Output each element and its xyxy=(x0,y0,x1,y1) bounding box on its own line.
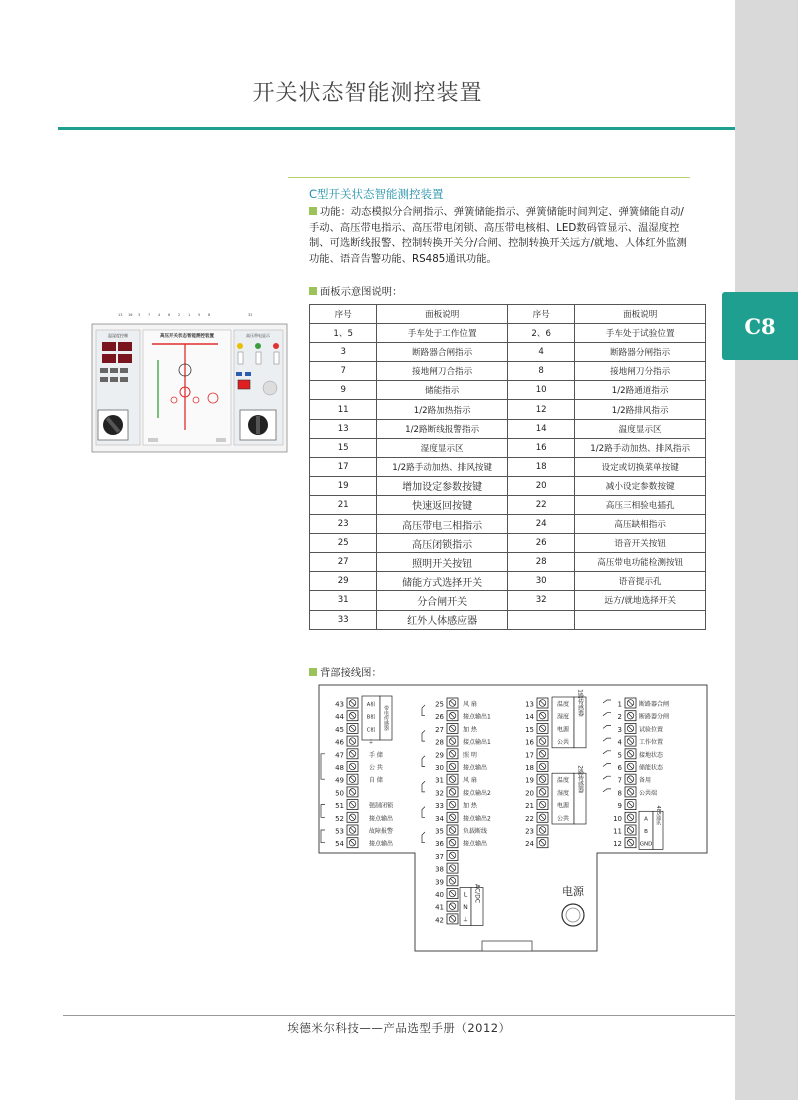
table-cell: 快速返回按键 xyxy=(377,495,508,514)
sensor-channel-label: 湿度 xyxy=(556,713,570,721)
power-socket-icon xyxy=(562,904,584,926)
terminal-number: 52 xyxy=(335,814,344,823)
svg-text:13: 13 xyxy=(118,313,123,317)
table-cell: 10 xyxy=(507,381,574,400)
table-row xyxy=(310,591,706,610)
table-cell: 1/2路通道指示 xyxy=(575,381,706,400)
phase-b-led xyxy=(255,343,261,349)
key-1 xyxy=(100,368,108,373)
phase-b-socket xyxy=(256,352,261,364)
power-terminal-label: N xyxy=(463,904,468,912)
footer-text: 埃德米尔科技——产品选型手册（2012） xyxy=(287,1021,511,1035)
terminal-number: 1 xyxy=(617,700,622,709)
terminal-number: 25 xyxy=(435,700,444,709)
table-cell: 温度显示区 xyxy=(575,419,706,438)
terminal-number: 17 xyxy=(525,751,534,760)
table-row xyxy=(310,381,706,400)
power-terminal-label: L xyxy=(463,891,468,899)
terminal-number: 45 xyxy=(335,725,344,734)
terminal-number: 46 xyxy=(335,738,344,747)
power-type-label: AC/DC xyxy=(473,883,481,904)
table-cell: 29 xyxy=(310,572,377,591)
table-row xyxy=(310,438,706,457)
bullet-square-icon xyxy=(309,287,317,295)
table-cell: 13 xyxy=(310,419,377,438)
product-subtitle: C型开关状态智能测控装置 xyxy=(309,187,444,201)
svg-text:5: 5 xyxy=(198,313,201,317)
col2-signal-label: 接点输出 xyxy=(463,840,488,848)
table-cell: 储能方式选择开关 xyxy=(377,572,508,591)
terminal-number: 28 xyxy=(435,738,444,747)
table-cell: 高压带电三相指示 xyxy=(377,515,508,534)
col4-signal-label: 试验位置 xyxy=(639,726,664,734)
table-row xyxy=(310,400,706,419)
col4-signal-label: 断路器分闸 xyxy=(639,713,670,721)
terminal-number: 35 xyxy=(435,827,444,836)
sensor-channel-vertical-label: 2路传感器 xyxy=(576,765,584,794)
table-cell: 接地闸刀分指示 xyxy=(575,362,706,381)
table-cell: 12 xyxy=(507,400,574,419)
col1-signal-label: 故障报警 xyxy=(369,828,394,835)
sensor-channel-label: 公共 xyxy=(556,739,570,747)
table-row xyxy=(310,610,706,629)
terminal-number: 33 xyxy=(435,802,444,811)
table-row xyxy=(310,324,706,343)
right-section-title: 高压带电显示 xyxy=(246,333,270,338)
voice-button xyxy=(236,372,242,376)
terminal-number: 37 xyxy=(435,852,444,861)
table-cell: 4 xyxy=(507,343,574,362)
panel-diagram-label xyxy=(309,283,402,298)
svg-text:2: 2 xyxy=(178,313,181,317)
sensor-channel-label: 电源 xyxy=(556,802,570,810)
table-cell: 28 xyxy=(507,553,574,572)
table-cell: 分合闸开关 xyxy=(377,591,508,610)
col1-signal-label: 接点输出 xyxy=(369,815,394,823)
terminal-number: 26 xyxy=(435,713,444,722)
panel-description-table xyxy=(309,304,706,630)
sensor-channel-label: 公共 xyxy=(556,815,570,823)
terminal-number: 4 xyxy=(617,738,622,747)
terminal-number: 18 xyxy=(525,764,534,772)
table-cell: 20 xyxy=(507,476,574,495)
table-cell: 语音开关按钮 xyxy=(575,534,706,553)
col1-signal-label: 接点输出 xyxy=(369,840,394,848)
terminal-number: 50 xyxy=(335,789,344,798)
table-cell: 15 xyxy=(310,438,377,457)
svg-text:8: 8 xyxy=(208,313,211,317)
terminal-number: 5 xyxy=(617,751,622,760)
table-cell: 30 xyxy=(507,572,574,591)
table-cell: 断路器合闸指示 xyxy=(377,343,508,362)
humidity-display-2 xyxy=(118,354,132,363)
terminal-number: 13 xyxy=(525,700,534,709)
terminal-number: 27 xyxy=(435,725,444,734)
phase-a-led xyxy=(237,343,243,349)
terminal-number: 38 xyxy=(435,865,444,874)
terminal-number: 6 xyxy=(617,764,622,772)
terminal-number: 21 xyxy=(525,802,534,811)
terminal-number: 22 xyxy=(525,814,534,823)
col2-signal-label: 加 热 xyxy=(463,726,477,734)
table-cell: 18 xyxy=(507,457,574,476)
bullet-square-icon xyxy=(309,207,317,215)
table-cell: 25 xyxy=(310,534,377,553)
terminal-number: 30 xyxy=(435,764,444,772)
table-row xyxy=(310,476,706,495)
speaker-grille-icon xyxy=(263,381,277,395)
terminal-number: 23 xyxy=(525,827,534,836)
svg-text:32: 32 xyxy=(248,313,253,317)
table-header-cell: 序号 xyxy=(310,305,377,324)
table-cell: 21 xyxy=(310,495,377,514)
table-cell: 1/2路手动加热、排风指示 xyxy=(575,438,706,457)
table-cell: 22 xyxy=(507,495,574,514)
table-cell: 湿度显示区 xyxy=(377,438,508,457)
terminal-number: 3 xyxy=(617,725,622,734)
col2-signal-label: 加 热 xyxy=(463,802,477,810)
table-cell: 27 xyxy=(310,553,377,572)
temperature-display xyxy=(102,342,116,351)
col2-signal-label: 接点输出2 xyxy=(463,789,491,797)
front-panel-drawing xyxy=(88,310,291,460)
table-cell: 高压带电功能检测按钮 xyxy=(575,553,706,572)
table-cell: 19 xyxy=(310,476,377,495)
table-cell: 9 xyxy=(310,381,377,400)
table-header-cell: 面板说明 xyxy=(377,305,508,324)
side-band xyxy=(735,0,798,1100)
terminal-number: 7 xyxy=(617,776,622,785)
sensor-phase-label: C相 xyxy=(366,727,376,734)
footer-rule xyxy=(63,1015,735,1016)
sensor-phase-label: B相 xyxy=(366,714,376,721)
table-cell: 7 xyxy=(310,362,377,381)
rs485-terminal-label: A xyxy=(644,816,648,823)
table-cell: 2、6 xyxy=(507,324,574,343)
power-label: 电源 xyxy=(562,885,584,898)
wiring-label-text: 背部接线图： xyxy=(320,667,382,679)
test-button xyxy=(238,380,250,389)
table-cell: 高压闭锁指示 xyxy=(377,534,508,553)
right-switch-handle xyxy=(256,416,260,434)
table-row xyxy=(310,362,706,381)
key-2 xyxy=(110,368,118,373)
title-rule xyxy=(58,127,735,130)
col2-signal-label: 负载断线 xyxy=(463,828,488,835)
table-cell: 1、5 xyxy=(310,324,377,343)
rs485-terminal-label: B xyxy=(644,829,648,835)
sensor-channel-label: 电源 xyxy=(556,726,570,734)
ground-icon: ⏚ xyxy=(367,739,375,747)
table-cell: 1/2路手动加热、排风按键 xyxy=(377,457,508,476)
panel-foot-right xyxy=(216,438,226,442)
key-4 xyxy=(100,377,108,382)
key-6 xyxy=(120,377,128,382)
phase-a-socket xyxy=(238,352,243,364)
col4-signal-label: 公共端 xyxy=(639,789,658,797)
table-cell: 高压缺相指示 xyxy=(575,515,706,534)
col4-signal-label: 接地状态 xyxy=(639,751,664,759)
terminal-number: 39 xyxy=(435,878,444,887)
terminal-number: 51 xyxy=(335,802,344,811)
power-terminal-label: ⏚ xyxy=(462,916,469,924)
table-header-row xyxy=(310,305,706,324)
sensor-vertical-label: 带电传感器 xyxy=(383,705,389,731)
table-row xyxy=(310,495,706,514)
light-button xyxy=(245,372,251,376)
function-description xyxy=(309,205,694,267)
table-cell: 11 xyxy=(310,400,377,419)
wiring-diagram-label xyxy=(309,664,382,679)
terminal-number: 19 xyxy=(525,776,534,785)
col2-signal-label: 接点输出1 xyxy=(463,713,491,721)
col1-signal-label: 公 共 xyxy=(369,764,383,772)
table-cell: 8 xyxy=(507,362,574,381)
table-cell: 储能指示 xyxy=(377,381,508,400)
table-cell: 23 xyxy=(310,515,377,534)
terminal-number: 8 xyxy=(617,789,622,798)
col4-signal-label: 断路器合闸 xyxy=(639,701,670,708)
terminal-number: 31 xyxy=(435,776,444,785)
table-cell: 接地闸刀合指示 xyxy=(377,362,508,381)
temperature-display-2 xyxy=(102,354,116,363)
col1-signal-label: 强制闭锁 xyxy=(369,802,394,810)
table-cell: 增加设定参数按键 xyxy=(377,476,508,495)
terminal-number: 43 xyxy=(335,700,344,709)
table-cell: 手车处于工作位置 xyxy=(377,324,508,343)
table-cell: 14 xyxy=(507,419,574,438)
terminal-number: 49 xyxy=(335,776,344,785)
table-row xyxy=(310,419,706,438)
phase-c-led xyxy=(273,343,279,349)
col2-signal-label: 风 扇 xyxy=(463,777,477,785)
rear-wiring-diagram xyxy=(317,683,709,953)
terminal-number: 32 xyxy=(435,789,444,798)
svg-text:6: 6 xyxy=(168,313,171,317)
table-cell: 减小设定参数按键 xyxy=(575,476,706,495)
table-cell: 26 xyxy=(507,534,574,553)
sensor-channel-label: 温度 xyxy=(556,701,570,708)
table-cell: 17 xyxy=(310,457,377,476)
terminal-number: 36 xyxy=(435,840,444,849)
table-row xyxy=(310,457,706,476)
terminal-number: 9 xyxy=(617,802,622,811)
svg-text:16: 16 xyxy=(128,313,133,317)
table-row xyxy=(310,572,706,591)
table-cell: 手车处于试验位置 xyxy=(575,324,706,343)
terminal-number: 47 xyxy=(335,751,344,760)
table-cell: 32 xyxy=(507,591,574,610)
table-row xyxy=(310,534,706,553)
table-cell xyxy=(507,610,574,629)
col4-signal-label: 备用 xyxy=(639,777,652,785)
col4-signal-label: 储能状态 xyxy=(639,764,664,772)
left-section-title: 温湿度控制 xyxy=(108,333,128,338)
page-title: 开关状态智能测控装置 xyxy=(252,81,483,106)
table-cell: 照明开关按钮 xyxy=(377,553,508,572)
panel-foot-left xyxy=(148,438,158,442)
callout-numbers xyxy=(118,313,252,317)
col4-signal-label: 工作位置 xyxy=(639,739,664,747)
chapter-tab: C8 xyxy=(722,292,798,360)
section-rule xyxy=(288,177,690,178)
terminal-number: 53 xyxy=(335,827,344,836)
table-cell: 33 xyxy=(310,610,377,629)
terminal-number: 54 xyxy=(335,840,344,849)
table-cell: 1/2路排风指示 xyxy=(575,400,706,419)
terminal-number: 14 xyxy=(525,713,534,722)
table-header-cell: 序号 xyxy=(507,305,574,324)
col2-signal-label: 照 明 xyxy=(463,751,477,759)
table-cell: 24 xyxy=(507,515,574,534)
col2-signal-label: 风 扇 xyxy=(463,701,477,708)
table-cell: 语音提示孔 xyxy=(575,572,706,591)
terminal-number: 44 xyxy=(335,713,344,722)
table-cell: 远方/就地选择开关 xyxy=(575,591,706,610)
table-cell: 16 xyxy=(507,438,574,457)
sensor-channel-label: 温度 xyxy=(556,777,570,785)
table-row xyxy=(310,515,706,534)
terminal-number: 16 xyxy=(525,738,534,747)
phase-c-socket xyxy=(274,352,279,364)
table-cell: 高压三相验电插孔 xyxy=(575,495,706,514)
terminal-number: 48 xyxy=(335,764,344,772)
svg-text:4: 4 xyxy=(158,313,161,317)
rs485-terminal-label: GND xyxy=(639,841,653,848)
sensor-phase-label: A相 xyxy=(366,702,376,708)
col2-signal-label: 接点输出2 xyxy=(463,815,491,823)
terminal-number: 41 xyxy=(435,903,444,912)
function-text: 功能：动态模拟分合闸指示、弹簧储能指示、弹簧储能时间判定、弹簧储能自动/手动、高压带电指示、高压带电闭锁、高压带电核相、LED数码管显示、温湿度控制、可选断线报警、控制转换开关分/合闸、控制转换开关远方/就地、人体红外监测功能、语音告警功能、RS485通讯功能。 xyxy=(309,206,687,265)
bottom-notch xyxy=(482,941,532,951)
table-row xyxy=(310,343,706,362)
terminal-number: 12 xyxy=(613,840,622,849)
terminal-number: 10 xyxy=(613,814,622,823)
table-cell: 断路器分闸指示 xyxy=(575,343,706,362)
table-row xyxy=(310,553,706,572)
col1-signal-label: 手 储 xyxy=(369,751,383,759)
rs485-vertical-label: 485通讯 xyxy=(655,805,661,826)
terminal-number: 29 xyxy=(435,751,444,760)
terminal-number: 20 xyxy=(525,789,534,798)
svg-text:7: 7 xyxy=(148,313,151,317)
table-cell: 3 xyxy=(310,343,377,362)
terminal-number: 42 xyxy=(435,916,444,925)
terminal-number: 2 xyxy=(617,713,622,722)
table-header-cell: 面板说明 xyxy=(575,305,706,324)
table-cell: 红外人体感应器 xyxy=(377,610,508,629)
sensor-channel-label: 湿度 xyxy=(556,789,570,797)
table-cell: 1/2路断线报警指示 xyxy=(377,419,508,438)
col1-signal-label: 自 储 xyxy=(369,777,383,785)
bullet-square-icon xyxy=(309,668,317,676)
table-cell xyxy=(575,610,706,629)
key-3 xyxy=(120,368,128,373)
terminal-number: 34 xyxy=(435,814,444,823)
terminal-number: 40 xyxy=(435,891,444,899)
sensor-channel-vertical-label: 1路传感器 xyxy=(576,689,584,717)
col2-signal-label: 接点输出 xyxy=(463,764,488,772)
svg-text:3: 3 xyxy=(138,313,141,317)
key-5 xyxy=(110,377,118,382)
humidity-display xyxy=(118,342,132,351)
table-cell: 设定或切换菜单按键 xyxy=(575,457,706,476)
terminal-number: 15 xyxy=(525,725,534,734)
table-cell: 1/2路加热指示 xyxy=(377,400,508,419)
panel-label-text: 面板示意图说明： xyxy=(320,286,403,298)
table-cell: 31 xyxy=(310,591,377,610)
center-section-title: 高压开关状态智能测控装置 xyxy=(160,334,214,339)
terminal-number: 11 xyxy=(613,827,622,836)
col2-signal-label: 接点输出1 xyxy=(463,739,491,747)
svg-text:1: 1 xyxy=(188,313,191,317)
terminal-number: 24 xyxy=(525,840,534,849)
